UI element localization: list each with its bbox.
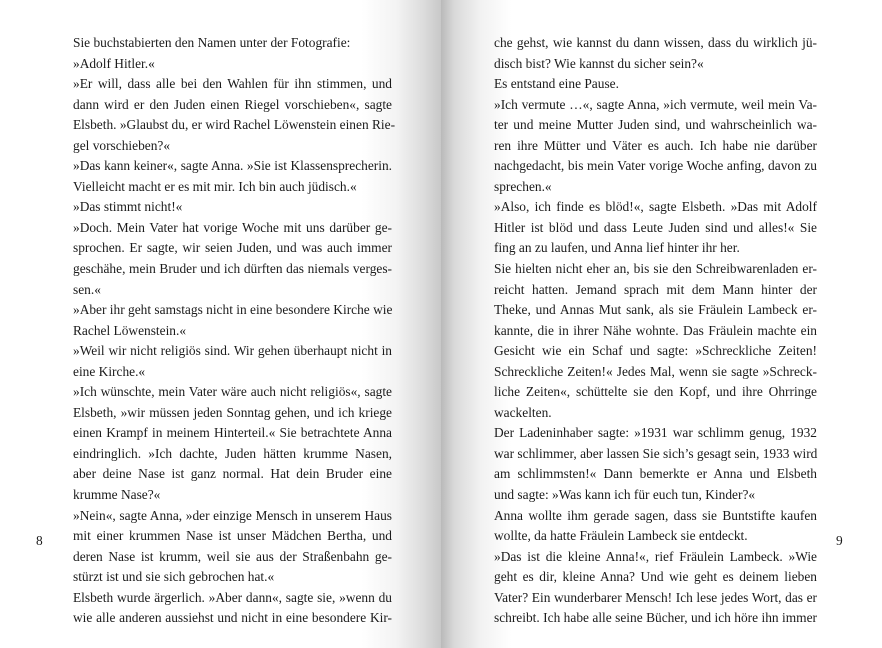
text-line: krumme Nase?« xyxy=(73,487,161,503)
text-line: Sie hielten nicht eher an, bis sie den Schreibwarenladen er- xyxy=(494,261,817,277)
text-line: eine Kirche.« xyxy=(73,363,146,379)
text-line: »Also, ich finde es blöd!«, sagte Elsbeth. »Das mit Adolf xyxy=(494,199,817,215)
text-line: Schreckliche Zeiten!« Jedes Mal, wenn sie sagte »Schreck- xyxy=(494,363,817,379)
text-line: schreibt. Ich habe alle seine Bücher, und ich höre ihn immer xyxy=(494,610,817,626)
text-line: »Ich vermute …«, sagte Anna, »ich vermute, weil mein Va- xyxy=(494,96,817,112)
text-line: »Ich wünschte, mein Vater wäre auch nicht religiös«, sagte xyxy=(73,384,392,400)
text-line: kannte, die in ihrer Nähe wohnte. Das Fräulein machte ein xyxy=(494,322,817,338)
text-line: Vater? Ein wunderbarer Mensch! Ich lese jedes Wort, das er xyxy=(494,589,817,605)
text-line: geschähe, mein Bruder und ich dürften das niemals verges- xyxy=(73,261,392,277)
text-line: Anna wollte ihm gerade sagen, dass sie Buntstifte kaufen xyxy=(494,507,817,523)
text-line: und sagte: »Was kann ich für euch tun, Kinder?« xyxy=(494,487,756,503)
text-line: Elsbeth wurde ärgerlich. »Aber dann«, sagte sie, »wenn du xyxy=(73,589,392,605)
right-page-text xyxy=(494,33,817,629)
text-line: Es entstand eine Pause. xyxy=(494,76,619,92)
text-line: gel vorschieben?« xyxy=(73,137,171,153)
text-line: Elsbeth, »wir müssen jeden Sonntag gehen, und ich kriege xyxy=(73,404,392,420)
right-page xyxy=(441,0,882,648)
text-line: mit einer krummen Nase ist unser Mädchen Bertha, und xyxy=(73,528,392,544)
text-line: wollte, da hatte Fräulein Lambeck sie entdeckt. xyxy=(494,528,748,544)
text-line: reicht hatten. Jemand sprach mit dem Mann hinter der xyxy=(494,281,817,297)
text-line: disch bist? Wie kannst du sicher sein?« xyxy=(494,55,704,71)
text-line: Der Ladeninhaber sagte: »1931 war schlimm genug, 1932 xyxy=(494,425,817,441)
text-line: ren ihre Mütter und Väter es auch. Ich habe nie darüber xyxy=(494,137,817,153)
text-line: eindringlich. »Ich dachte, Juden hätten krumme Nasen, xyxy=(73,445,392,461)
text-line: Elsbeth. »Glaubst du, er wird Rachel Löwenstein einen Rie- xyxy=(73,117,396,133)
text-line: »Nein«, sagte Anna, »der einzige Mensch in unserem Haus xyxy=(73,507,392,523)
left-page-number: 8 xyxy=(36,533,43,548)
text-line: »Doch. Mein Vater hat vorige Woche mit uns darüber ge- xyxy=(73,219,392,235)
text-line: che gehst, wie kannst du dann wissen, dass du wirklich jü- xyxy=(494,35,817,50)
text-line: geht es dir, kleine Anna? Und wie geht es deinem lieben xyxy=(494,569,817,585)
text-line: »Das stimmt nicht!« xyxy=(73,199,183,215)
text-line: sen.« xyxy=(73,281,101,297)
text-line: sprechen.« xyxy=(494,178,552,194)
text-line: »Er will, dass alle bei den Wahlen für ihn stimmen, und xyxy=(73,76,392,92)
text-line: stürzt ist und sie sich gebrochen hat.« xyxy=(73,569,275,585)
text-line: Sie buchstabierten den Namen unter der Fotografie: xyxy=(73,35,351,50)
text-line: »Das ist die kleine Anna!«, rief Fräulein Lambeck. »Wie xyxy=(494,548,817,564)
text-line: aber deine Nase ist ganz normal. Hat dein Bruder eine xyxy=(73,466,392,482)
text-line: Rachel Löwenstein.« xyxy=(73,322,187,338)
text-line: »Das kann keiner«, sagte Anna. »Sie ist Klassensprecherin. xyxy=(73,158,392,174)
text-line: war schlimmer, aber lassen Sie sich’s gesagt sein, 1933 wird xyxy=(494,445,818,461)
text-line: dann wird er den Juden einen Riegel vorschieben«, sagte xyxy=(73,96,392,112)
text-line: »Weil wir nicht religiös sind. Wir gehen überhaupt nicht in xyxy=(73,343,392,359)
text-line: am schlimmsten!« Dann bemerkte er Anna und Elsbeth xyxy=(494,466,817,482)
text-line: sprochen. Er sagte, wir seien Juden, und was auch immer xyxy=(73,240,392,256)
text-line: Hitler ist blöd und dass Leute Juden sind und alles!« Sie xyxy=(494,219,817,235)
text-line: fing an zu laufen, und Anna lief hinter ihr her. xyxy=(494,240,740,256)
text-line: liche Zeiten«, schüttelte sie den Kopf, und ihre Ohrringe xyxy=(494,384,817,400)
text-line: wie alle anderen aussiehst und nicht in eine besondere Kir- xyxy=(73,610,392,626)
text-line: Theke, und Annas Mut sank, als sie Fräulein Lambeck er- xyxy=(494,302,817,318)
text-line: wackelten. xyxy=(494,404,552,420)
text-line: deren Nase ist krumm, weil sie aus der Straßenbahn ge- xyxy=(73,548,392,564)
text-line: »Aber ihr geht samstags nicht in eine besondere Kirche wie xyxy=(73,302,393,318)
text-line: ter und meine Mutter Juden sind, und wahrscheinlich wa- xyxy=(494,117,817,133)
right-page-number: 9 xyxy=(836,533,843,548)
text-line: Gesicht wie ein Schaf und sagte: »Schreckliche Zeiten! xyxy=(494,343,817,359)
text-line: nachgedacht, bis mein Vater vorige Woche anfing, davon zu xyxy=(494,158,817,174)
text-line: »Adolf Hitler.« xyxy=(73,55,155,71)
text-line: Vielleicht macht er es mit mir. Ich bin auch jüdisch.« xyxy=(73,178,357,194)
left-page-text xyxy=(73,33,396,629)
text-line: einen Krampf in meinem Hinterteil.« Sie betrachtete Anna xyxy=(73,425,392,441)
